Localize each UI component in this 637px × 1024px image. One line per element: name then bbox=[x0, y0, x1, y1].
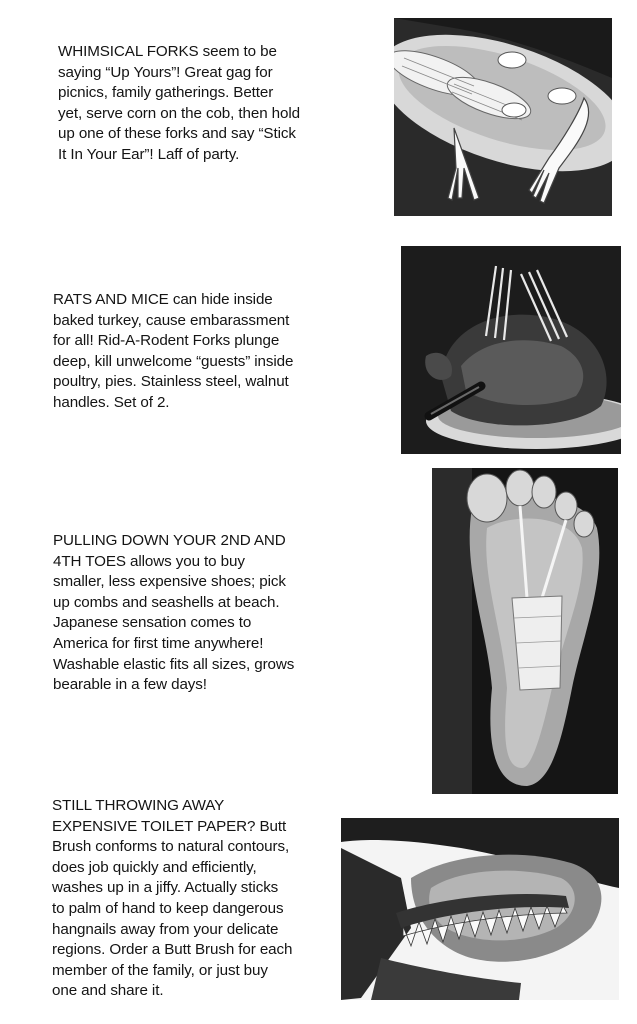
text-line: one and share it. bbox=[52, 982, 164, 1000]
text-line: deep, kill unwelcome “guests” inside bbox=[53, 352, 294, 370]
text-line: hangnails away from your delicate bbox=[52, 920, 279, 938]
text-line: does job quickly and efficiently, bbox=[52, 858, 257, 876]
text-line: regions. Order a Butt Brush for each bbox=[52, 941, 293, 959]
text-line: for all! Rid-A-Rodent Forks plunge bbox=[53, 332, 280, 350]
text-line: America for first time anywhere! bbox=[53, 634, 264, 652]
whimsical-forks-text bbox=[58, 42, 300, 166]
rid-a-rodent-text bbox=[53, 290, 293, 414]
hand-with-butt-brush-photo bbox=[341, 818, 619, 1000]
text-line: yet, serve corn on the cob, then hold bbox=[58, 104, 300, 122]
butt-brush-text bbox=[52, 796, 292, 1002]
text-line: PULLING DOWN YOUR 2ND AND bbox=[53, 532, 286, 549]
text-line: WHIMSICAL FORKS seem to be bbox=[58, 43, 277, 60]
text-line: up combs and seashells at beach. bbox=[53, 593, 280, 611]
text-line: up one of these forks and say “Stick bbox=[58, 125, 296, 143]
text-line: smaller, less expensive shoes; pick bbox=[53, 573, 286, 591]
text-line: member of the family, or just buy bbox=[52, 961, 268, 979]
foot-with-toe-elastic-photo bbox=[432, 468, 618, 794]
text-line: bearable in a few days! bbox=[53, 676, 207, 694]
toe-pulling-text bbox=[53, 531, 294, 696]
turkey-with-forks-photo bbox=[401, 246, 621, 454]
text-line: handles. Set of 2. bbox=[53, 393, 170, 411]
text-line: 4TH TOES allows you to buy bbox=[53, 552, 245, 570]
text-line: Washable elastic fits all sizes, grows bbox=[53, 655, 295, 673]
text-line: Brush conforms to natural contours, bbox=[52, 838, 290, 856]
text-line: to palm of hand to keep dangerous bbox=[52, 899, 284, 917]
text-line: RATS AND MICE can hide inside bbox=[53, 291, 273, 308]
text-line: STILL THROWING AWAY bbox=[52, 797, 225, 814]
text-line: saying “Up Yours”! Great gag for bbox=[58, 63, 273, 81]
text-line: baked turkey, cause embarassment bbox=[53, 311, 290, 329]
text-line: poultry, pies. Stainless steel, walnut bbox=[53, 373, 289, 391]
corn-and-forks-photo bbox=[394, 18, 612, 216]
text-line: EXPENSIVE TOILET PAPER? Butt bbox=[52, 817, 287, 835]
text-line: washes up in a jiffy. Actually sticks bbox=[52, 879, 279, 897]
text-line: It In Your Ear”! Laff of party. bbox=[58, 145, 240, 163]
text-line: Japanese sensation comes to bbox=[53, 614, 252, 632]
text-line: picnics, family gatherings. Better bbox=[58, 84, 274, 102]
